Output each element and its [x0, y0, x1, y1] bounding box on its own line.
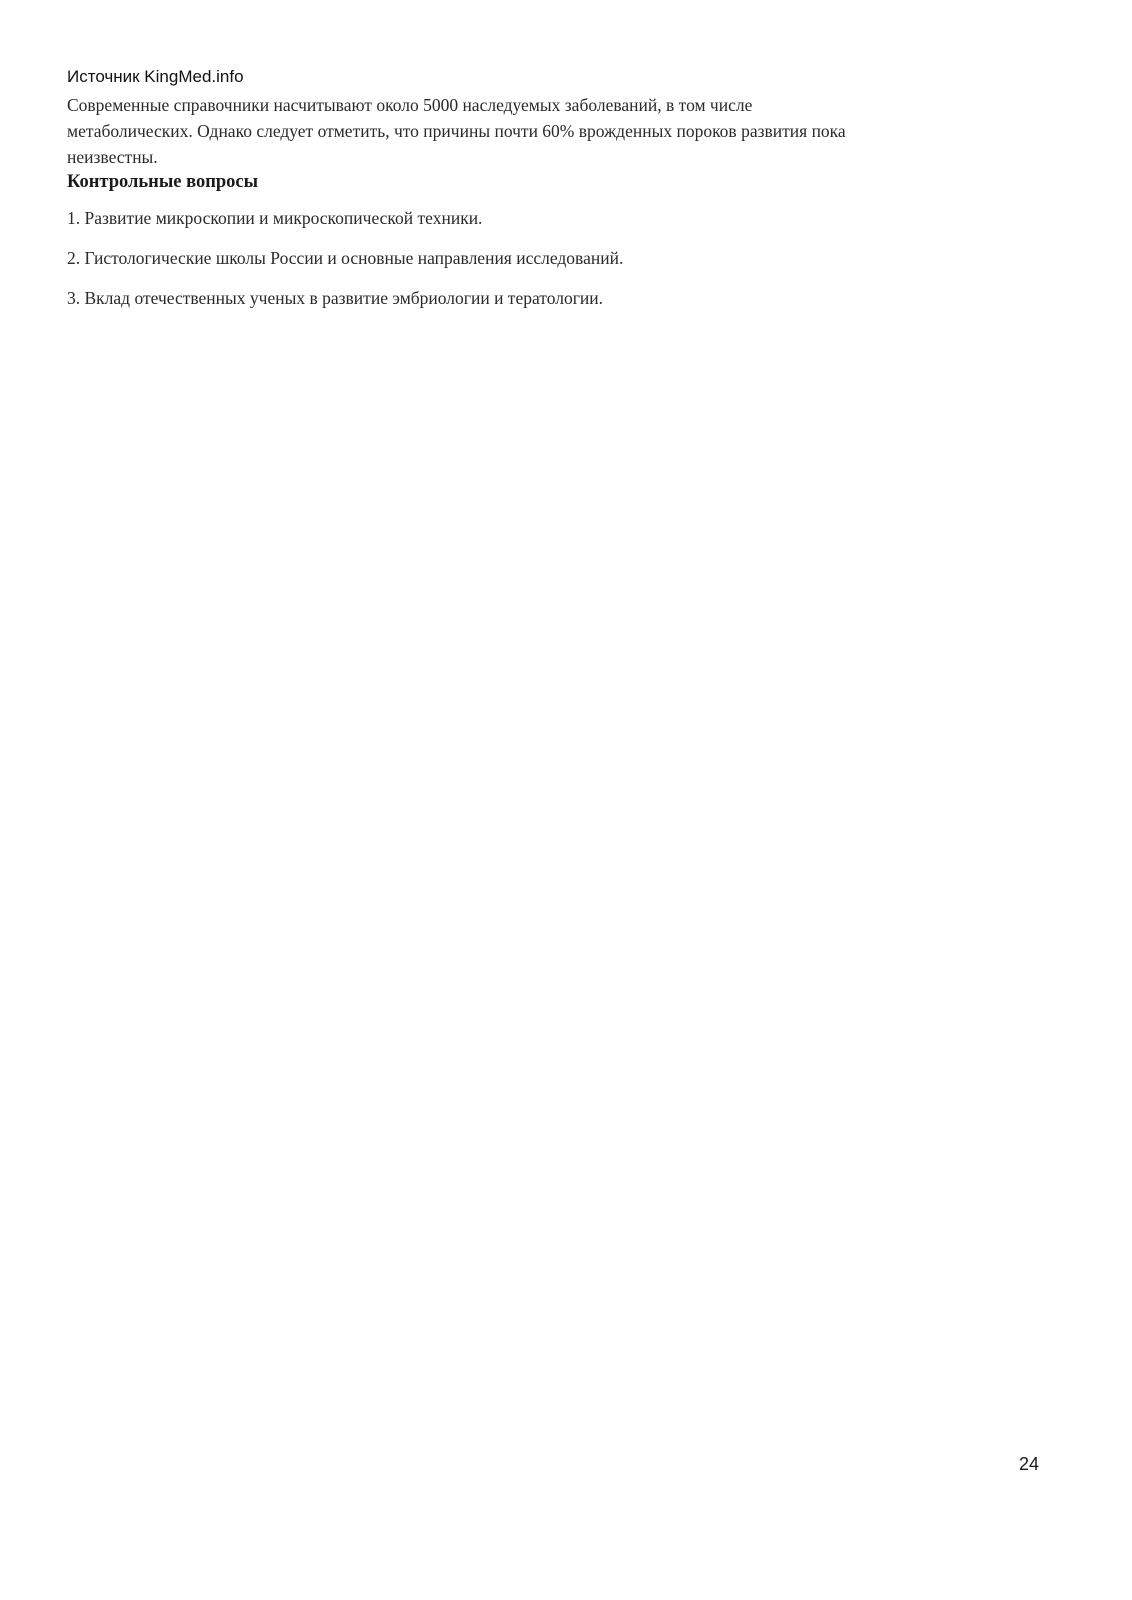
- page-number: 24: [1019, 1454, 1040, 1474]
- section-heading: Контрольные вопросы: [67, 172, 259, 192]
- body-paragraph: [67, 92, 1057, 170]
- paragraph-line: Современные справочники насчитывают около 5000 наследуемых заболеваний, в том числе: [67, 95, 753, 115]
- paragraph-line: метаболических. Однако следует отметить, что причины почти 60% врожденных пороков развития пока: [67, 121, 846, 141]
- question-item: 2. Гистологические школы России и основные направления исследований.: [67, 248, 624, 268]
- question-item: 3. Вклад отечественных ученых в развитие эмбриологии и тератологии.: [67, 288, 603, 308]
- source-attribution: Источник KingMed.info: [67, 67, 244, 86]
- review-questions-list: [67, 205, 623, 325]
- paragraph-line: неизвестны.: [67, 147, 158, 167]
- question-item: 1. Развитие микроскопии и микроскопической техники.: [67, 208, 483, 228]
